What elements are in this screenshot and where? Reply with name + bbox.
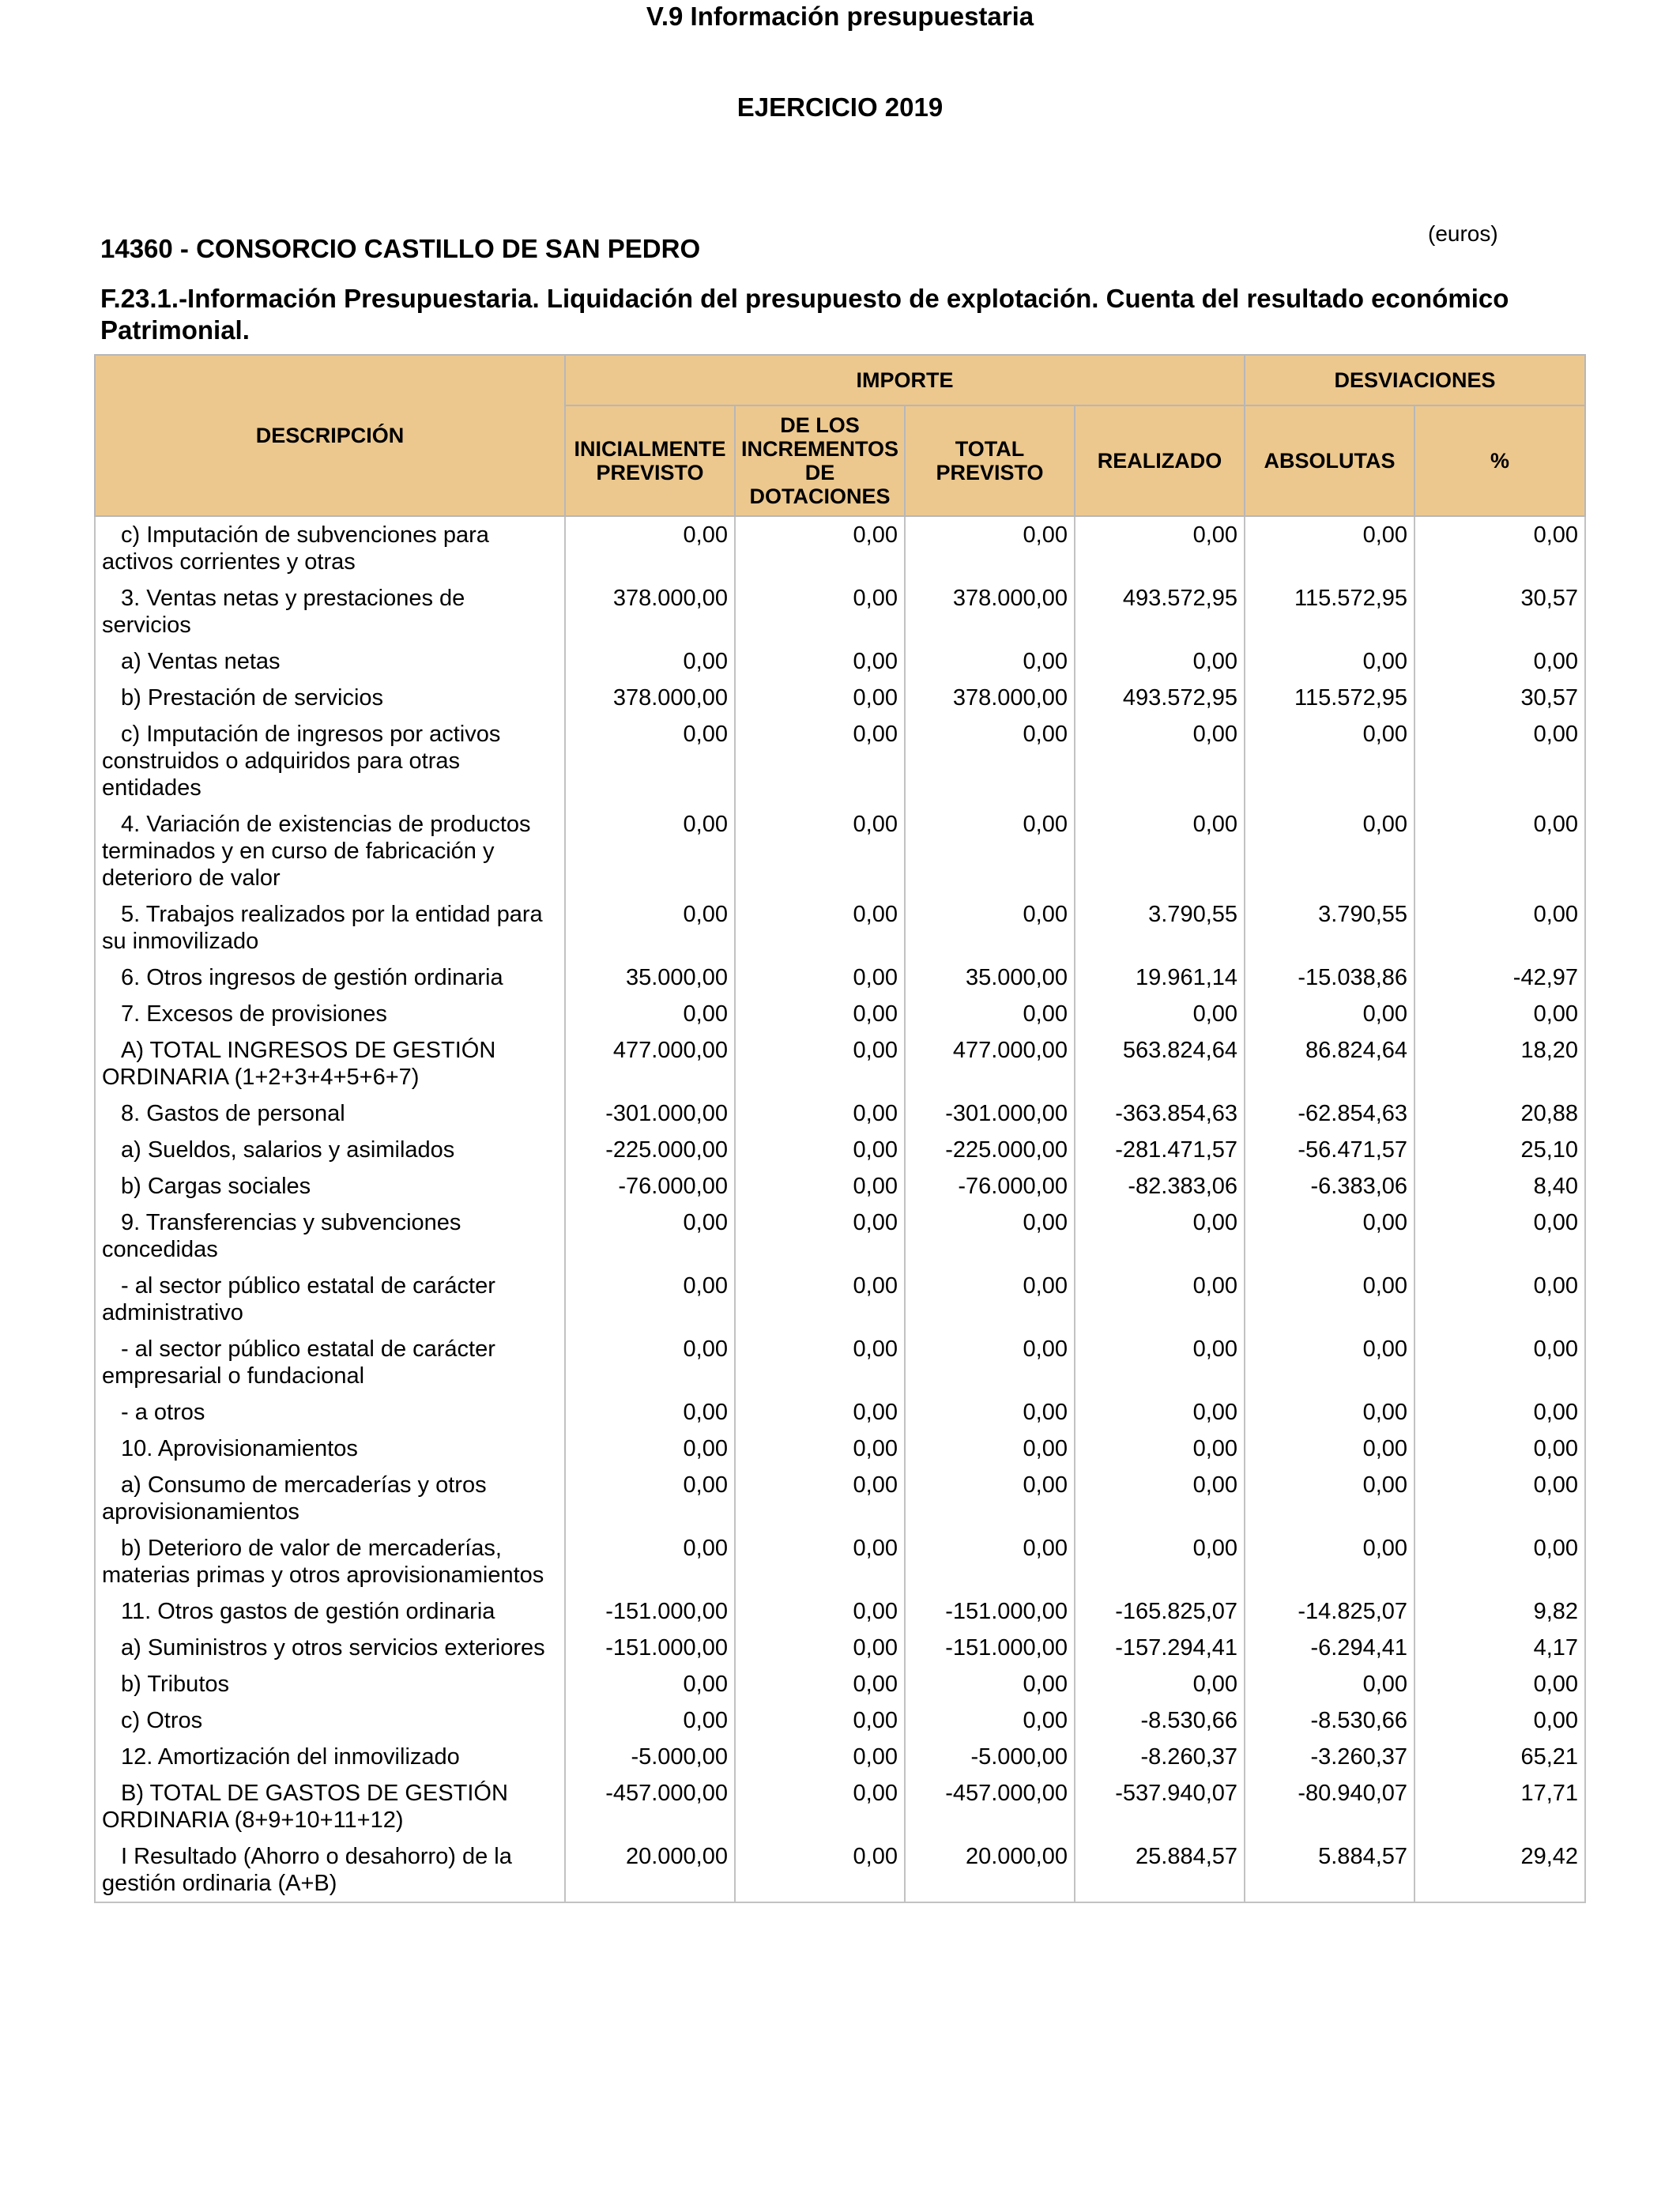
- cell-total-previsto: -76.000,00: [905, 1168, 1075, 1204]
- cell-realizado: -281.471,57: [1075, 1132, 1245, 1168]
- row-description: b) Deterioro de valor de mercaderías, materias primas y otros aprovisionamientos: [102, 1536, 544, 1588]
- cell-desviacion-porcentaje: 0,00: [1414, 1268, 1585, 1331]
- cell-incrementos-dotaciones: 0,00: [735, 806, 905, 896]
- cell-total-previsto: 477.000,00: [905, 1032, 1075, 1095]
- row-description: B) TOTAL DE GASTOS DE GESTIÓN ORDINARIA (8+9+10+11+12): [102, 1781, 508, 1833]
- table-row: [95, 996, 1585, 1032]
- table-row: [95, 1739, 1585, 1775]
- cell-desviacion-porcentaje: 0,00: [1414, 896, 1585, 959]
- row-description-cell: [95, 896, 565, 959]
- table-row: [95, 959, 1585, 996]
- table-row: [95, 680, 1585, 716]
- cell-total-previsto: 378.000,00: [905, 680, 1075, 716]
- cell-desviacion-absoluta: -62.854,63: [1245, 1095, 1414, 1132]
- cell-desviacion-absoluta: 0,00: [1245, 1467, 1414, 1530]
- cell-desviacion-absoluta: -80.940,07: [1245, 1775, 1414, 1838]
- cell-desviacion-absoluta: 0,00: [1245, 996, 1414, 1032]
- table-row: [95, 1467, 1585, 1530]
- cell-desviacion-porcentaje: 0,00: [1414, 716, 1585, 806]
- cell-total-previsto: -151.000,00: [905, 1630, 1075, 1666]
- cell-desviacion-porcentaje: 0,00: [1414, 996, 1585, 1032]
- cell-desviacion-porcentaje: 0,00: [1414, 1431, 1585, 1467]
- cell-realizado: 0,00: [1075, 643, 1245, 680]
- cell-desviacion-porcentaje: 20,88: [1414, 1095, 1585, 1132]
- cell-incrementos-dotaciones: 0,00: [735, 996, 905, 1032]
- row-description: c) Imputación de subvenciones para activos corrientes y otras: [102, 522, 489, 575]
- cell-realizado: 0,00: [1075, 996, 1245, 1032]
- cell-desviacion-absoluta: 0,00: [1245, 1204, 1414, 1268]
- cell-incrementos-dotaciones: 0,00: [735, 896, 905, 959]
- cell-desviacion-absoluta: 0,00: [1245, 1530, 1414, 1593]
- table-row: [95, 1331, 1585, 1394]
- row-description-cell: [95, 959, 565, 996]
- cell-desviacion-porcentaje: 0,00: [1414, 1702, 1585, 1739]
- cell-total-previsto: 0,00: [905, 1467, 1075, 1530]
- cell-desviacion-absoluta: 0,00: [1245, 806, 1414, 896]
- table-row: [95, 516, 1585, 580]
- row-description: a) Sueldos, salarios y asimilados: [121, 1137, 455, 1163]
- cell-inicialmente-previsto: 0,00: [565, 1467, 735, 1530]
- table-row: [95, 1593, 1585, 1630]
- cell-desviacion-porcentaje: 0,00: [1414, 1467, 1585, 1530]
- cell-inicialmente-previsto: 0,00: [565, 1331, 735, 1394]
- cell-desviacion-porcentaje: 30,57: [1414, 580, 1585, 643]
- cell-realizado: 493.572,95: [1075, 580, 1245, 643]
- cell-inicialmente-previsto: -5.000,00: [565, 1739, 735, 1775]
- row-description: b) Cargas sociales: [121, 1174, 311, 1199]
- cell-realizado: -82.383,06: [1075, 1168, 1245, 1204]
- cell-desviacion-absoluta: -6.383,06: [1245, 1168, 1414, 1204]
- row-description-cell: [95, 1032, 565, 1095]
- row-description-cell: [95, 1168, 565, 1204]
- cell-incrementos-dotaciones: 0,00: [735, 1331, 905, 1394]
- table-row: [95, 1268, 1585, 1331]
- cell-inicialmente-previsto: -457.000,00: [565, 1775, 735, 1838]
- cell-total-previsto: 0,00: [905, 1268, 1075, 1331]
- row-description-cell: [95, 1431, 565, 1467]
- cell-total-previsto: -457.000,00: [905, 1775, 1075, 1838]
- row-description-cell: [95, 680, 565, 716]
- row-description: - al sector público estatal de carácter administrativo: [102, 1273, 495, 1325]
- cell-incrementos-dotaciones: 0,00: [735, 1394, 905, 1431]
- row-description: a) Suministros y otros servicios exteriores: [121, 1635, 545, 1661]
- row-description: 4. Variación de existencias de productos terminados y en curso de fabricación y deterioro de valor: [102, 812, 531, 891]
- row-description-cell: [95, 643, 565, 680]
- row-description-cell: [95, 1394, 565, 1431]
- cell-incrementos-dotaciones: 0,00: [735, 1268, 905, 1331]
- table-row: [95, 1838, 1585, 1902]
- row-description-cell: [95, 1268, 565, 1331]
- cell-realizado: 0,00: [1075, 1530, 1245, 1593]
- cell-realizado: 0,00: [1075, 716, 1245, 806]
- cell-desviacion-absoluta: 0,00: [1245, 716, 1414, 806]
- cell-inicialmente-previsto: 0,00: [565, 643, 735, 680]
- cell-inicialmente-previsto: 0,00: [565, 1666, 735, 1702]
- cell-desviacion-absoluta: -6.294,41: [1245, 1630, 1414, 1666]
- cell-total-previsto: 378.000,00: [905, 580, 1075, 643]
- cell-desviacion-porcentaje: 0,00: [1414, 1394, 1585, 1431]
- table-row: [95, 716, 1585, 806]
- table-row: [95, 1132, 1585, 1168]
- cell-incrementos-dotaciones: 0,00: [735, 1838, 905, 1902]
- row-description-cell: [95, 1331, 565, 1394]
- row-description: 10. Aprovisionamientos: [121, 1436, 358, 1461]
- table-row: [95, 1204, 1585, 1268]
- cell-realizado: 0,00: [1075, 1268, 1245, 1331]
- cell-realizado: 19.961,14: [1075, 959, 1245, 996]
- budget-table: [94, 354, 1586, 1903]
- table-row: [95, 1431, 1585, 1467]
- row-description-cell: [95, 1132, 565, 1168]
- header-realizado: REALIZADO: [1075, 405, 1245, 516]
- cell-total-previsto: 0,00: [905, 1702, 1075, 1739]
- table-row: [95, 1775, 1585, 1838]
- row-description: 5. Trabajos realizados por la entidad para su inmovilizado: [102, 902, 543, 954]
- row-description-cell: [95, 1702, 565, 1739]
- cell-desviacion-absoluta: 3.790,55: [1245, 896, 1414, 959]
- table-row: [95, 1530, 1585, 1593]
- cell-incrementos-dotaciones: 0,00: [735, 1431, 905, 1467]
- table-row: [95, 1394, 1585, 1431]
- cell-inicialmente-previsto: 0,00: [565, 1204, 735, 1268]
- row-description-cell: [95, 1666, 565, 1702]
- row-description: c) Otros: [121, 1708, 203, 1733]
- cell-total-previsto: -301.000,00: [905, 1095, 1075, 1132]
- cell-desviacion-absoluta: 0,00: [1245, 1268, 1414, 1331]
- cell-inicialmente-previsto: -151.000,00: [565, 1593, 735, 1630]
- header-absolutas: ABSOLUTAS: [1245, 405, 1414, 516]
- cell-incrementos-dotaciones: 0,00: [735, 1168, 905, 1204]
- cell-total-previsto: 0,00: [905, 716, 1075, 806]
- cell-realizado: 563.824,64: [1075, 1032, 1245, 1095]
- cell-total-previsto: 0,00: [905, 516, 1075, 580]
- row-description-cell: [95, 1095, 565, 1132]
- cell-incrementos-dotaciones: 0,00: [735, 1132, 905, 1168]
- cell-desviacion-porcentaje: 8,40: [1414, 1168, 1585, 1204]
- cell-desviacion-porcentaje: 0,00: [1414, 806, 1585, 896]
- cell-realizado: 0,00: [1075, 516, 1245, 580]
- cell-total-previsto: 0,00: [905, 1394, 1075, 1431]
- cell-desviacion-absoluta: 86.824,64: [1245, 1032, 1414, 1095]
- currency-units: (euros): [1428, 221, 1498, 246]
- table-row: [95, 643, 1585, 680]
- cell-total-previsto: 20.000,00: [905, 1838, 1075, 1902]
- cell-inicialmente-previsto: 35.000,00: [565, 959, 735, 996]
- row-description-cell: [95, 1593, 565, 1630]
- header-incrementos-dotaciones: DE LOS INCREMENTOS DE DOTACIONES: [735, 405, 905, 516]
- cell-incrementos-dotaciones: 0,00: [735, 1095, 905, 1132]
- cell-inicialmente-previsto: 378.000,00: [565, 580, 735, 643]
- cell-incrementos-dotaciones: 0,00: [735, 1032, 905, 1095]
- cell-incrementos-dotaciones: 0,00: [735, 716, 905, 806]
- cell-inicialmente-previsto: 20.000,00: [565, 1838, 735, 1902]
- cell-desviacion-absoluta: 0,00: [1245, 1666, 1414, 1702]
- table-row: [95, 1168, 1585, 1204]
- cell-realizado: -363.854,63: [1075, 1095, 1245, 1132]
- cell-desviacion-absoluta: -15.038,86: [1245, 959, 1414, 996]
- row-description: - a otros: [121, 1400, 205, 1425]
- cell-desviacion-absoluta: 115.572,95: [1245, 580, 1414, 643]
- cell-desviacion-porcentaje: 0,00: [1414, 1666, 1585, 1702]
- header-descripcion: DESCRIPCIÓN: [95, 355, 565, 516]
- cell-inicialmente-previsto: 0,00: [565, 1702, 735, 1739]
- document-title: V.9 Información presupuestaria: [646, 2, 1034, 31]
- table-row: [95, 1630, 1585, 1666]
- cell-realizado: 0,00: [1075, 806, 1245, 896]
- table-row: [95, 1095, 1585, 1132]
- header-porcentaje: %: [1414, 405, 1585, 516]
- table-row: [95, 896, 1585, 959]
- cell-incrementos-dotaciones: 0,00: [735, 643, 905, 680]
- row-description-cell: [95, 1467, 565, 1530]
- cell-inicialmente-previsto: 0,00: [565, 1530, 735, 1593]
- cell-desviacion-porcentaje: 17,71: [1414, 1775, 1585, 1838]
- cell-inicialmente-previsto: 0,00: [565, 516, 735, 580]
- cell-inicialmente-previsto: 378.000,00: [565, 680, 735, 716]
- cell-desviacion-absoluta: 0,00: [1245, 1431, 1414, 1467]
- cell-desviacion-porcentaje: 65,21: [1414, 1739, 1585, 1775]
- report-subtitle: F.23.1.-Información Presupuestaria. Liquidación del presupuesto de explotación. Cuenta del resultado económico Patrimonial.: [100, 284, 1509, 345]
- cell-incrementos-dotaciones: 0,00: [735, 1593, 905, 1630]
- row-description-cell: [95, 516, 565, 580]
- cell-realizado: -157.294,41: [1075, 1630, 1245, 1666]
- cell-incrementos-dotaciones: 0,00: [735, 959, 905, 996]
- cell-desviacion-porcentaje: 0,00: [1414, 1204, 1585, 1268]
- row-description-cell: [95, 806, 565, 896]
- row-description-cell: [95, 1204, 565, 1268]
- row-description-cell: [95, 996, 565, 1032]
- row-description: 12. Amortización del inmovilizado: [121, 1744, 460, 1770]
- cell-desviacion-absoluta: 0,00: [1245, 1394, 1414, 1431]
- cell-desviacion-porcentaje: 25,10: [1414, 1132, 1585, 1168]
- cell-desviacion-absoluta: -3.260,37: [1245, 1739, 1414, 1775]
- cell-total-previsto: 0,00: [905, 996, 1075, 1032]
- row-description: I Resultado (Ahorro o desahorro) de la gestión ordinaria (A+B): [102, 1844, 512, 1896]
- cell-desviacion-absoluta: -14.825,07: [1245, 1593, 1414, 1630]
- cell-inicialmente-previsto: -151.000,00: [565, 1630, 735, 1666]
- cell-incrementos-dotaciones: 0,00: [735, 516, 905, 580]
- row-description-cell: [95, 1630, 565, 1666]
- cell-inicialmente-previsto: 0,00: [565, 716, 735, 806]
- cell-incrementos-dotaciones: 0,00: [735, 1666, 905, 1702]
- table-row: [95, 1702, 1585, 1739]
- cell-desviacion-porcentaje: -42,97: [1414, 959, 1585, 996]
- cell-desviacion-porcentaje: 4,17: [1414, 1630, 1585, 1666]
- row-description-cell: [95, 1775, 565, 1838]
- row-description: 8. Gastos de personal: [121, 1101, 345, 1126]
- header-inicialmente-previsto: INICIALMENTE PREVISTO: [565, 405, 735, 516]
- cell-desviacion-porcentaje: 0,00: [1414, 516, 1585, 580]
- cell-incrementos-dotaciones: 0,00: [735, 1775, 905, 1838]
- cell-desviacion-porcentaje: 9,82: [1414, 1593, 1585, 1630]
- cell-total-previsto: -5.000,00: [905, 1739, 1075, 1775]
- budget-table-body: [95, 516, 1585, 1902]
- row-description: c) Imputación de ingresos por activos construidos o adquiridos para otras entidades: [102, 722, 501, 801]
- row-description: b) Tributos: [121, 1672, 229, 1697]
- cell-total-previsto: 0,00: [905, 806, 1075, 896]
- cell-total-previsto: 0,00: [905, 896, 1075, 959]
- cell-total-previsto: -151.000,00: [905, 1593, 1075, 1630]
- exercise-year: EJERCICIO 2019: [736, 92, 944, 122]
- row-description: b) Prestación de servicios: [121, 685, 384, 711]
- cell-realizado: 0,00: [1075, 1204, 1245, 1268]
- cell-total-previsto: -225.000,00: [905, 1132, 1075, 1168]
- header-desviaciones: DESVIACIONES: [1245, 355, 1585, 405]
- table-row: [95, 1032, 1585, 1095]
- row-description-cell: [95, 1530, 565, 1593]
- cell-desviacion-absoluta: 115.572,95: [1245, 680, 1414, 716]
- row-description: 11. Otros gastos de gestión ordinaria: [121, 1599, 495, 1624]
- row-description: - al sector público estatal de carácter empresarial o fundacional: [102, 1336, 495, 1389]
- cell-total-previsto: 0,00: [905, 643, 1075, 680]
- cell-desviacion-porcentaje: 0,00: [1414, 1331, 1585, 1394]
- table-row: [95, 1666, 1585, 1702]
- cell-incrementos-dotaciones: 0,00: [735, 680, 905, 716]
- row-description-cell: [95, 716, 565, 806]
- row-description: 7. Excesos de provisiones: [121, 1001, 387, 1027]
- cell-realizado: -8.530,66: [1075, 1702, 1245, 1739]
- cell-total-previsto: 0,00: [905, 1204, 1075, 1268]
- row-description-cell: [95, 1739, 565, 1775]
- cell-realizado: -165.825,07: [1075, 1593, 1245, 1630]
- row-description: 6. Otros ingresos de gestión ordinaria: [121, 965, 503, 990]
- cell-desviacion-absoluta: -56.471,57: [1245, 1132, 1414, 1168]
- cell-inicialmente-previsto: -76.000,00: [565, 1168, 735, 1204]
- table-row: [95, 806, 1585, 896]
- row-description: A) TOTAL INGRESOS DE GESTIÓN ORDINARIA (1+2+3+4+5+6+7): [102, 1038, 496, 1090]
- cell-incrementos-dotaciones: 0,00: [735, 1739, 905, 1775]
- cell-realizado: 0,00: [1075, 1431, 1245, 1467]
- entity-name: 14360 - CONSORCIO CASTILLO DE SAN PEDRO: [100, 234, 701, 263]
- cell-inicialmente-previsto: -225.000,00: [565, 1132, 735, 1168]
- cell-total-previsto: 0,00: [905, 1431, 1075, 1467]
- cell-incrementos-dotaciones: 0,00: [735, 1204, 905, 1268]
- cell-desviacion-porcentaje: 29,42: [1414, 1838, 1585, 1902]
- cell-realizado: 0,00: [1075, 1331, 1245, 1394]
- cell-incrementos-dotaciones: 0,00: [735, 1530, 905, 1593]
- cell-desviacion-absoluta: 0,00: [1245, 516, 1414, 580]
- cell-realizado: -537.940,07: [1075, 1775, 1245, 1838]
- cell-inicialmente-previsto: 0,00: [565, 896, 735, 959]
- cell-desviacion-absoluta: 0,00: [1245, 1331, 1414, 1394]
- cell-inicialmente-previsto: -301.000,00: [565, 1095, 735, 1132]
- cell-inicialmente-previsto: 0,00: [565, 1268, 735, 1331]
- cell-inicialmente-previsto: 0,00: [565, 1394, 735, 1431]
- cell-desviacion-porcentaje: 18,20: [1414, 1032, 1585, 1095]
- cell-inicialmente-previsto: 477.000,00: [565, 1032, 735, 1095]
- cell-total-previsto: 0,00: [905, 1530, 1075, 1593]
- cell-inicialmente-previsto: 0,00: [565, 1431, 735, 1467]
- cell-desviacion-absoluta: 5.884,57: [1245, 1838, 1414, 1902]
- cell-inicialmente-previsto: 0,00: [565, 996, 735, 1032]
- cell-realizado: 3.790,55: [1075, 896, 1245, 959]
- cell-incrementos-dotaciones: 0,00: [735, 1702, 905, 1739]
- row-description-cell: [95, 580, 565, 643]
- row-description: 3. Ventas netas y prestaciones de servicios: [102, 586, 465, 638]
- cell-desviacion-absoluta: -8.530,66: [1245, 1702, 1414, 1739]
- table-row: [95, 580, 1585, 643]
- row-description: a) Ventas netas: [121, 649, 281, 674]
- cell-desviacion-porcentaje: 0,00: [1414, 1530, 1585, 1593]
- header-total-previsto: TOTAL PREVISTO: [905, 405, 1075, 516]
- cell-incrementos-dotaciones: 0,00: [735, 1467, 905, 1530]
- cell-realizado: 0,00: [1075, 1394, 1245, 1431]
- cell-realizado: 25.884,57: [1075, 1838, 1245, 1902]
- cell-realizado: 0,00: [1075, 1666, 1245, 1702]
- cell-total-previsto: 0,00: [905, 1331, 1075, 1394]
- row-description: 9. Transferencias y subvenciones concedidas: [102, 1210, 461, 1262]
- cell-total-previsto: 35.000,00: [905, 959, 1075, 996]
- cell-realizado: -8.260,37: [1075, 1739, 1245, 1775]
- row-description: a) Consumo de mercaderías y otros aprovisionamientos: [102, 1472, 487, 1525]
- cell-inicialmente-previsto: 0,00: [565, 806, 735, 896]
- cell-desviacion-absoluta: 0,00: [1245, 643, 1414, 680]
- cell-realizado: 0,00: [1075, 1467, 1245, 1530]
- row-description-cell: [95, 1838, 565, 1902]
- header-importe: IMPORTE: [565, 355, 1245, 405]
- cell-incrementos-dotaciones: 0,00: [735, 580, 905, 643]
- cell-total-previsto: 0,00: [905, 1666, 1075, 1702]
- cell-desviacion-porcentaje: 30,57: [1414, 680, 1585, 716]
- cell-desviacion-porcentaje: 0,00: [1414, 643, 1585, 680]
- cell-incrementos-dotaciones: 0,00: [735, 1630, 905, 1666]
- cell-realizado: 493.572,95: [1075, 680, 1245, 716]
